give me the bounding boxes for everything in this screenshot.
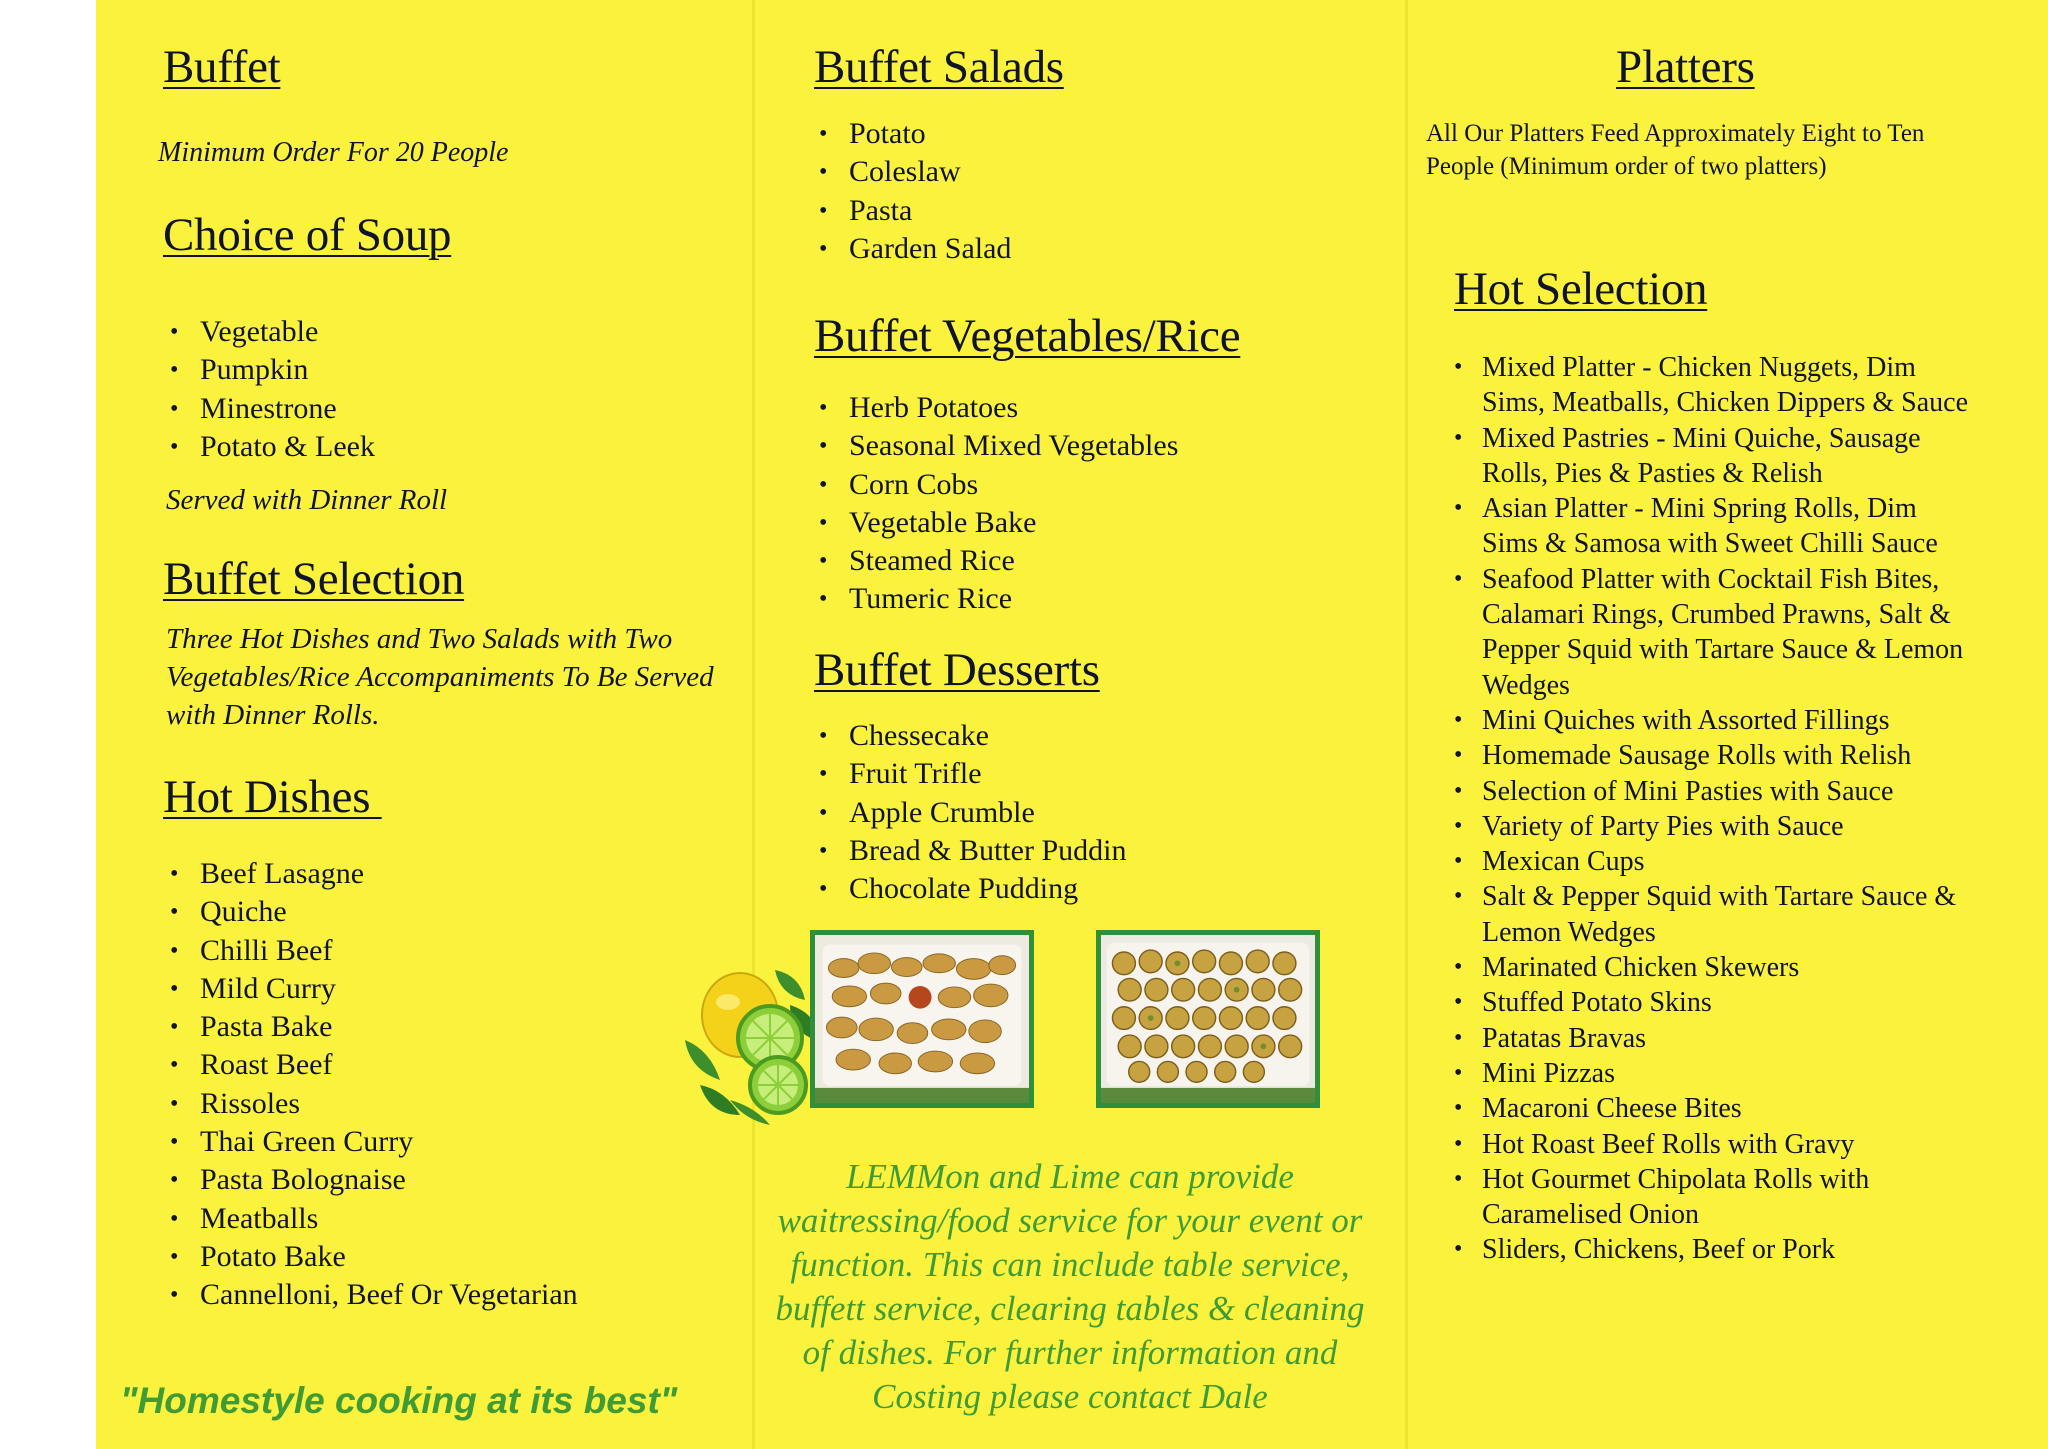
veg-list [815,389,1178,619]
hot-dish-item: • Pasta Bake [166,1008,578,1046]
selection-text: Three Hot Dishes and Two Salads with Two Vegetables/Rice Accompaniments To Be Served with Dinner Rolls. [166,623,714,731]
veg-item: • Seasonal Mixed Vegetables [815,427,1178,465]
salad-item: • Potato [815,115,1011,153]
platter-item: • Mini Pizzas [1452,1056,1972,1091]
soup-item: • Vegetable [166,313,375,351]
dessert-item: • Bread & Butter Puddin [815,832,1126,870]
platter-item: • Stuffed Potato Skins [1452,985,1972,1020]
hot-dish-item: • Roast Beef [166,1046,578,1084]
panel-buffet [160,0,730,1449]
desserts-list [815,717,1126,908]
hot-dishes-heading: Hot Dishes [163,771,382,823]
salad-item: • Garden Salad [815,230,1011,268]
platter-item: • Hot Roast Beef Rolls with Gravy [1452,1127,1972,1162]
food-photo-pastries [810,930,1034,1108]
platter-item: • Homemade Sausage Rolls with Relish [1452,738,1972,773]
panel-platters [1426,0,2036,1449]
service-promo-text: LEMMon and Lime can provide waitressing/food service for your event or function. This can include table service, buffett service, clearing tables & cleaning of dishes. For further information and Costing please contact Dale [775,1157,1365,1416]
fold-line-right [1405,0,1408,1449]
platters-note: All Our Platters Feed Approximately Eight to Ten People (Minimum order of two platters) [1426,120,1925,180]
veg-item: • Steamed Rice [815,542,1178,580]
soup-item: • Potato & Leek [166,428,375,466]
platter-item: • Asian Platter - Mini Spring Rolls, Dim Sims & Samosa with Sweet Chilli Sauce [1452,491,1972,562]
platter-item: • Mini Quiches with Assorted Fillings [1452,703,1972,738]
hot-dishes-list [166,855,578,1315]
hot-dish-item: • Potato Bake [166,1238,578,1276]
platter-item: • Macaroni Cheese Bites [1452,1091,1972,1126]
veg-item: • Tumeric Rice [815,580,1178,618]
hot-dish-item: • Pasta Bolognaise [166,1161,578,1199]
platter-item: • Patatas Bravas [1452,1021,1972,1056]
dessert-item: • Fruit Trifle [815,755,1126,793]
platter-item: • Variety of Party Pies with Sauce [1452,809,1972,844]
platter-item: • Mexican Cups [1452,844,1972,879]
soup-list [166,313,375,466]
minimum-order-text: Minimum Order For 20 People [158,137,509,168]
veg-item: • Herb Potatoes [815,389,1178,427]
salads-heading: Buffet Salads [814,41,1064,93]
dessert-item: • Chessecake [815,717,1126,755]
veg-item: • Corn Cobs [815,466,1178,504]
soup-item: • Minestrone [166,390,375,428]
soup-item: • Pumpkin [166,351,375,389]
fold-line-left [752,0,755,1449]
hot-dish-item: • Rissoles [166,1085,578,1123]
dessert-item: • Chocolate Pudding [815,870,1126,908]
platter-item: • Hot Gourmet Chipolata Rolls with Caramelised Onion [1452,1162,1972,1233]
platter-item: • Mixed Pastries - Mini Quiche, Sausage Rolls, Pies & Pasties & Relish [1452,421,1972,492]
salad-item: • Pasta [815,192,1011,230]
hot-dish-item: • Meatballs [166,1200,578,1238]
lemon-lime-illustration [680,960,830,1130]
dessert-item: • Apple Crumble [815,794,1126,832]
tagline: "Homestyle cooking at its best" [120,1380,678,1421]
platters-heading: Platters [1616,41,1755,93]
platter-item: • Selection of Mini Pasties with Sauce [1452,774,1972,809]
platter-item: • Sliders, Chickens, Beef or Pork [1452,1232,1972,1267]
soup-heading: Choice of Soup [163,209,452,261]
hot-dish-item: • Mild Curry [166,970,578,1008]
platter-item: • Seafood Platter with Cocktail Fish Bites, Calamari Rings, Crumbed Prawns, Salt & Pepper Squid with Tartare Sauce & Lemon Wedges [1452,562,1972,703]
platter-item: • Marinated Chicken Skewers [1452,950,1972,985]
hot-selection-list [1452,350,1972,1268]
selection-heading: Buffet Selection [163,553,465,605]
desserts-heading: Buffet Desserts [814,644,1100,696]
veg-heading: Buffet Vegetables/Rice [814,310,1241,362]
hot-dish-item: • Cannelloni, Beef Or Vegetarian [166,1276,578,1314]
salads-list [815,115,1011,268]
veg-item: • Vegetable Bake [815,504,1178,542]
platter-item: • Salt & Pepper Squid with Tartare Sauce & Lemon Wedges [1452,879,1972,950]
hot-dish-item: • Chilli Beef [166,932,578,970]
hot-selection-heading: Hot Selection [1454,263,1708,315]
hot-dish-item: • Quiche [166,893,578,931]
salad-item: • Coleslaw [815,153,1011,191]
soup-note: Served with Dinner Roll [166,484,448,516]
hot-dish-item: • Beef Lasagne [166,855,578,893]
hot-dish-item: • Thai Green Curry [166,1123,578,1161]
platter-item: • Mixed Platter - Chicken Nuggets, Dim Sims, Meatballs, Chicken Dippers & Sauce [1452,350,1972,421]
food-photo-quiches [1096,930,1320,1108]
buffet-heading: Buffet [163,41,281,93]
